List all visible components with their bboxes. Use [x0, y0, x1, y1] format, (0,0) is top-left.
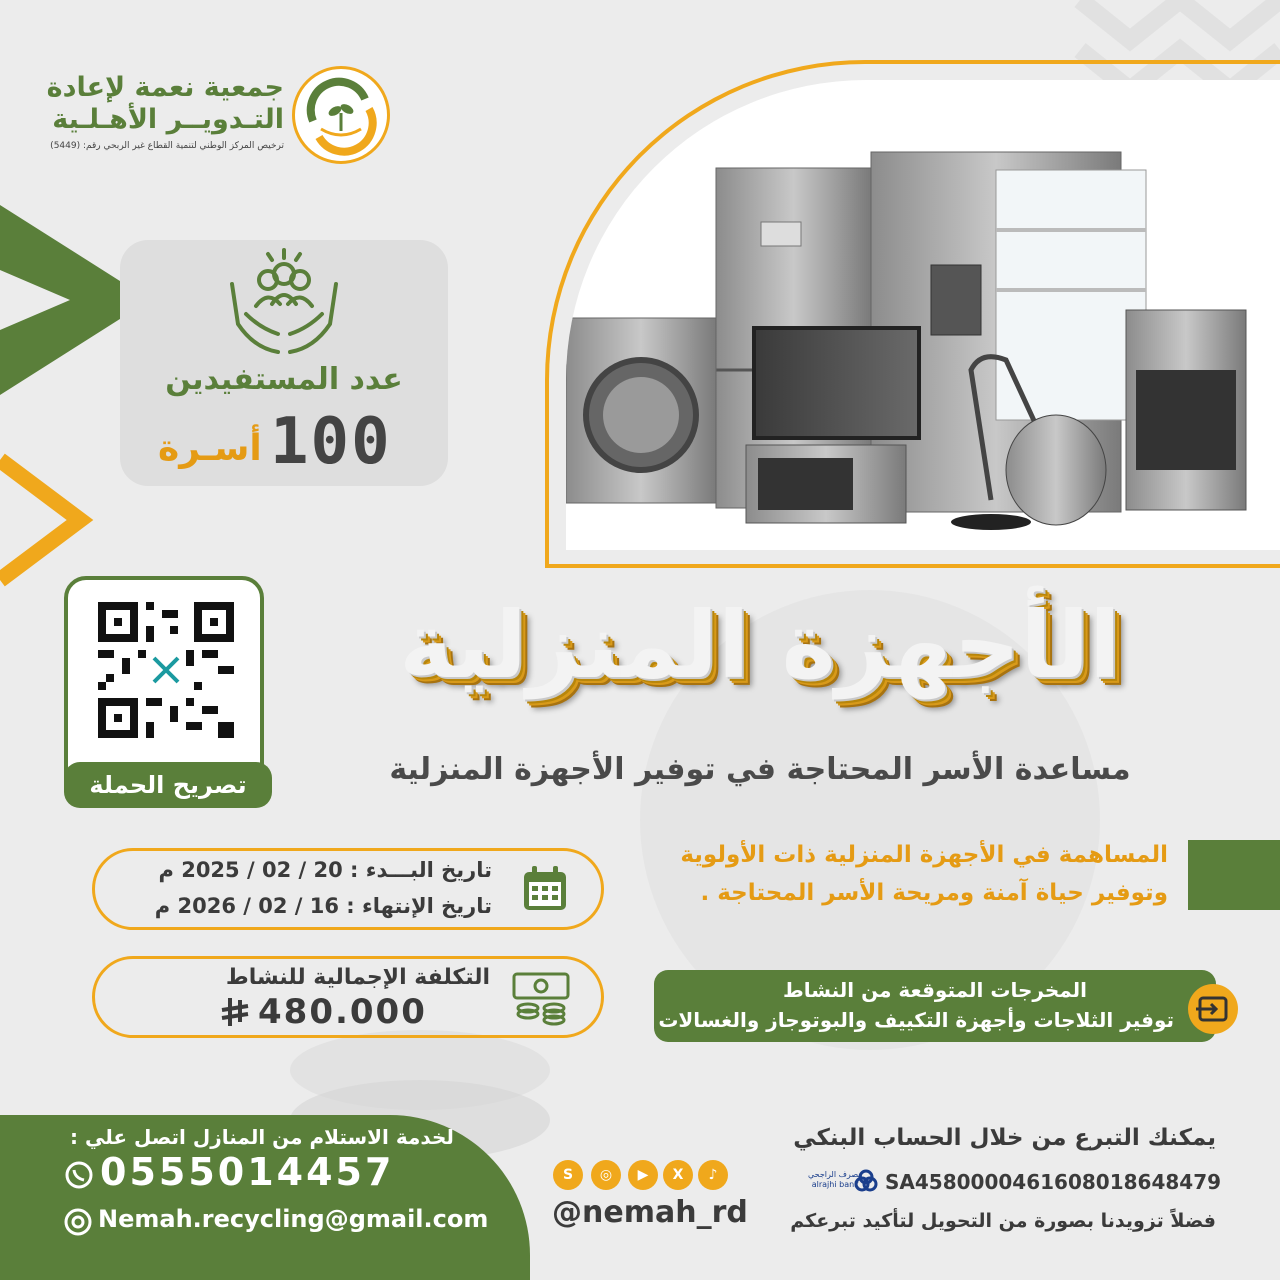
- qr-code[interactable]: [98, 602, 234, 738]
- beneficiaries-label: عدد المستفيدين: [165, 362, 403, 397]
- outputs-card: [654, 970, 1216, 1042]
- start-date: تاريخ البـــدء : 20 / 02 / 2025 م: [158, 858, 492, 882]
- beneficiaries-card: [120, 240, 448, 486]
- outputs-text: توفير الثلاجات وأجهزة التكييف والبوتوجاز والغسالات: [658, 1008, 1174, 1032]
- phone-number[interactable]: 0555014457: [100, 1150, 395, 1194]
- appliances-illustration: [566, 80, 1280, 550]
- goal-accent-bar: [1188, 840, 1280, 910]
- social-handle[interactable]: @nemah_rd: [552, 1195, 748, 1230]
- campaign-subtitle: مساعدة الأسر المحتاجة في توفير الأجهزة المنزلية: [389, 752, 1131, 787]
- email-address[interactable]: Nemah.recycling@gmail.com: [98, 1205, 489, 1233]
- exit-arrow-icon: [1188, 984, 1238, 1034]
- helping-hands-icon: [224, 244, 344, 364]
- bank-icon: [852, 1168, 880, 1196]
- campaign-title: الأجهزة المنزلية: [399, 592, 1121, 699]
- beneficiaries-count: 100: [270, 405, 392, 479]
- outputs-title: المخرجات المتوقعة من النشاط: [782, 978, 1088, 1002]
- calendar-icon: [520, 864, 570, 914]
- end-date: تاريخ الإنتهاء : 16 / 02 / 2026 م: [154, 894, 492, 918]
- x-icon[interactable]: X: [663, 1160, 693, 1190]
- cost-amount: 480.000: [258, 992, 427, 1032]
- whatsapp-icon: [64, 1160, 94, 1190]
- youtube-icon[interactable]: ▶: [628, 1160, 658, 1190]
- appliances-image: [566, 80, 1280, 550]
- beneficiaries-unit: أسـرة: [158, 428, 262, 469]
- snapchat-icon[interactable]: S: [553, 1160, 583, 1190]
- contact-label: لخدمة الاستلام من المنازل اتصل علي :: [70, 1125, 454, 1149]
- org-name-line2: التـدويــر الأهـلـية: [52, 104, 284, 135]
- at-icon: [64, 1208, 92, 1236]
- goal-line2: وتوفير حياة آمنة ومريحة الأسر المحتاجة .: [700, 880, 1168, 906]
- org-license: ترخيص المركز الوطني لتنمية القطاع غير الربحي رقم: (5449): [50, 141, 284, 151]
- iban-number[interactable]: SA4580000461608018648479: [885, 1170, 1222, 1194]
- riyal-symbol-icon: [220, 996, 250, 1028]
- donation-title: يمكنك التبرع من خلال الحساب البنكي: [793, 1125, 1216, 1151]
- instagram-icon[interactable]: ◎: [591, 1160, 621, 1190]
- output-icon: [1188, 984, 1238, 1034]
- org-name-line1: جمعية نعمة لإعادة: [46, 72, 284, 103]
- logo-icon: [295, 69, 387, 161]
- bank-name-ar: مصرف الراجحي: [808, 1170, 863, 1179]
- bank-name-en: alrajhi bank: [811, 1180, 859, 1189]
- goal-line1: المساهمة في الأجهزة المنزلية ذات الأولوية: [680, 842, 1168, 868]
- campaign-permit-label: تصريح الحملة: [64, 762, 272, 808]
- money-icon: [506, 966, 576, 1026]
- tiktok-icon[interactable]: ♪: [698, 1160, 728, 1190]
- cost-label: التكلفة الإجمالية للنشاط: [225, 965, 490, 990]
- donation-note: فضلاً تزويدنا بصورة من التحويل لتأكيد تبرعكم: [790, 1210, 1216, 1232]
- logo: [292, 66, 390, 164]
